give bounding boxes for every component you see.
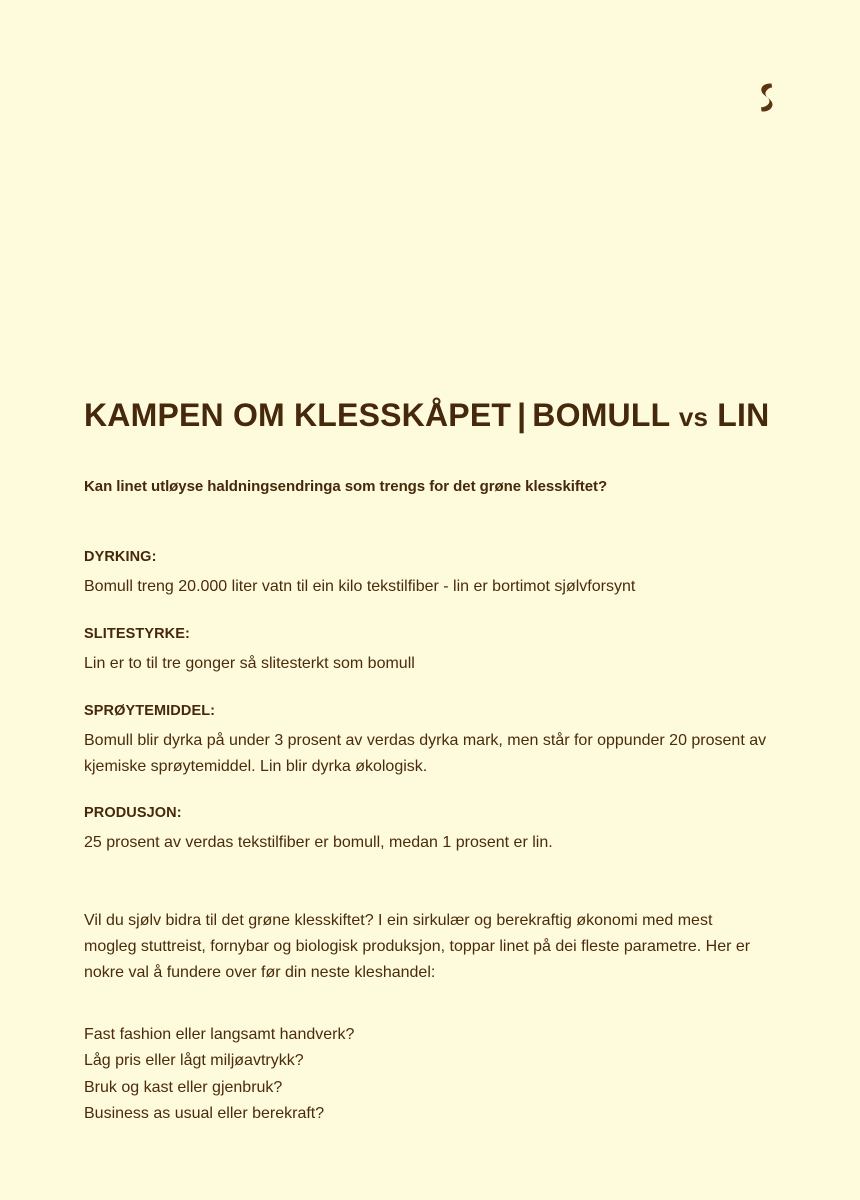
section-body: Bomull blir dyrka på under 3 prosent av verdas dyrka mark, men står for oppunder 20 prosent av kjemiske sprøytemiddel. Lin blir dyrka økologisk. (84, 731, 767, 775)
title-part-one: KAMPEN OM KLESSKÅPET (84, 397, 512, 433)
title-part-two-post: LIN (717, 397, 770, 433)
page-content (84, 398, 774, 1128)
title-separator: | (517, 397, 527, 433)
section-slitestyrke (84, 626, 774, 677)
section-heading: PRODUSJON: (84, 805, 182, 822)
section-heading: SPRØYTEMIDDEL: (84, 702, 216, 719)
section-sproytemiddel (84, 703, 774, 780)
title-vs: vs (678, 402, 709, 432)
list-item: Fast fashion eller langsamt handverk? (84, 1026, 355, 1044)
section-produsjon (84, 805, 774, 856)
title-part-two-pre: BOMULL (532, 397, 670, 433)
page-title (84, 398, 774, 434)
stylized-s-logo-mark (752, 78, 786, 122)
section-body: 25 prosent av verdas tekstilfiber er bomull, medan 1 prosent er lin. (84, 834, 553, 852)
list-item: Låg pris eller lågt miljøavtrykk? (84, 1052, 304, 1070)
page-subtitle: Kan linet utløyse haldningsendringa som trengs for det grøne klesskiftet? (84, 477, 608, 495)
closing-paragraph: Vil du sjølv bidra til det grøne klesskiftet? I ein sirkulær og berekraftig økonomi med mest mogleg stuttreist, fornybar og biologisk produksjon, toppar linet på dei fleste parametre. Her er nokre val å fundere over før din neste kleshandel: (84, 912, 751, 982)
section-body: Bomull treng 20.000 liter vatn til ein kilo tekstilfiber - lin er bortimot sjølvforsynt (84, 577, 636, 595)
section-list (84, 495, 774, 857)
section-body: Lin er to til tre gonger så slitesterkt som bomull (84, 654, 415, 672)
question-list (84, 986, 774, 1128)
list-item: Business as usual eller berekraft? (84, 1105, 325, 1123)
section-heading: DYRKING: (84, 548, 157, 565)
list-item: Bruk og kast eller gjenbruk? (84, 1078, 283, 1096)
section-dyrking (84, 549, 774, 600)
section-heading: SLITESTYRKE: (84, 625, 190, 642)
